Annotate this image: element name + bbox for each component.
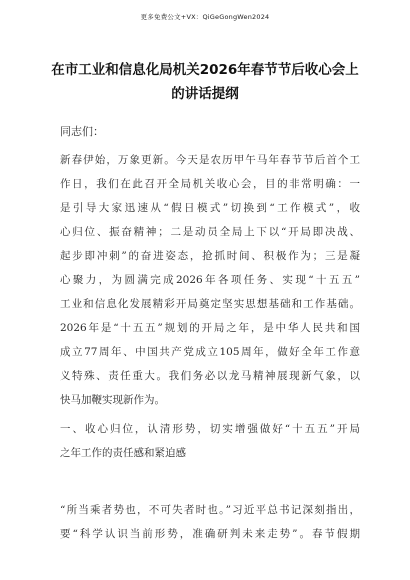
- paragraph-line: 心归位、振奋精神；二是动员全局上下以“开局即决战、: [60, 226, 360, 238]
- paragraph-line: 2026年是“十五五”规划的开局之年，是中华人民共和国: [60, 322, 360, 334]
- title-line-1: 在市工业和信息化局机关2026年春节节后收心会上: [51, 62, 359, 78]
- paragraph-section-1: [60, 498, 360, 546]
- title-line-2: 的讲话提纲: [171, 86, 239, 102]
- paragraph-line: “所当乘者势也，不可失者时也。”习近平总书记深刻指出，: [60, 504, 360, 516]
- paragraph-line: 工业和信息化发展精彩开局奠定坚实思想基础和工作基础。: [60, 298, 360, 310]
- paragraph-line: 心聚力，为圆满完成2026年各项任务、实现“十五五”: [60, 274, 360, 286]
- paragraph-line: 快马加鞭实现新作为。: [60, 394, 165, 406]
- paragraph-line: 成立77周年、中国共产党成立105周年，做好全年工作意: [60, 346, 360, 358]
- paragraph-line: 是引导大家迅速从“假日模式”切换到“工作模式”，收: [60, 202, 360, 214]
- paragraph-line: 新春伊始，万象更新。今天是农历甲午马年春节节后首个工: [60, 154, 360, 166]
- header-note: 更多免费公文+VX：QiGeGongWen2024: [140, 13, 270, 21]
- heading-line: 之年工作的责任感和紧迫感: [60, 447, 186, 459]
- paragraph-intro: [60, 148, 360, 412]
- heading-line: 一、收心归位，认清形势，切实增强做好“十五五”开局: [60, 423, 360, 435]
- section-1-heading: [60, 417, 360, 465]
- paragraph-line: 作日，我们在此召开全局机关收心会，目的非常明确：一: [60, 178, 360, 190]
- document-title: [40, 58, 370, 106]
- paragraph-line: 起步即冲刺”的奋进姿态，抢抓时间、积极作为；三是凝: [60, 250, 360, 262]
- paragraph-line: 要“科学认识当前形势，准确研判未来走势”。春节假期: [60, 528, 360, 540]
- salutation: 同志们：: [60, 125, 104, 138]
- paragraph-line: 义特殊、责任重大。我们务必以龙马精神展现新气象，以: [60, 370, 360, 382]
